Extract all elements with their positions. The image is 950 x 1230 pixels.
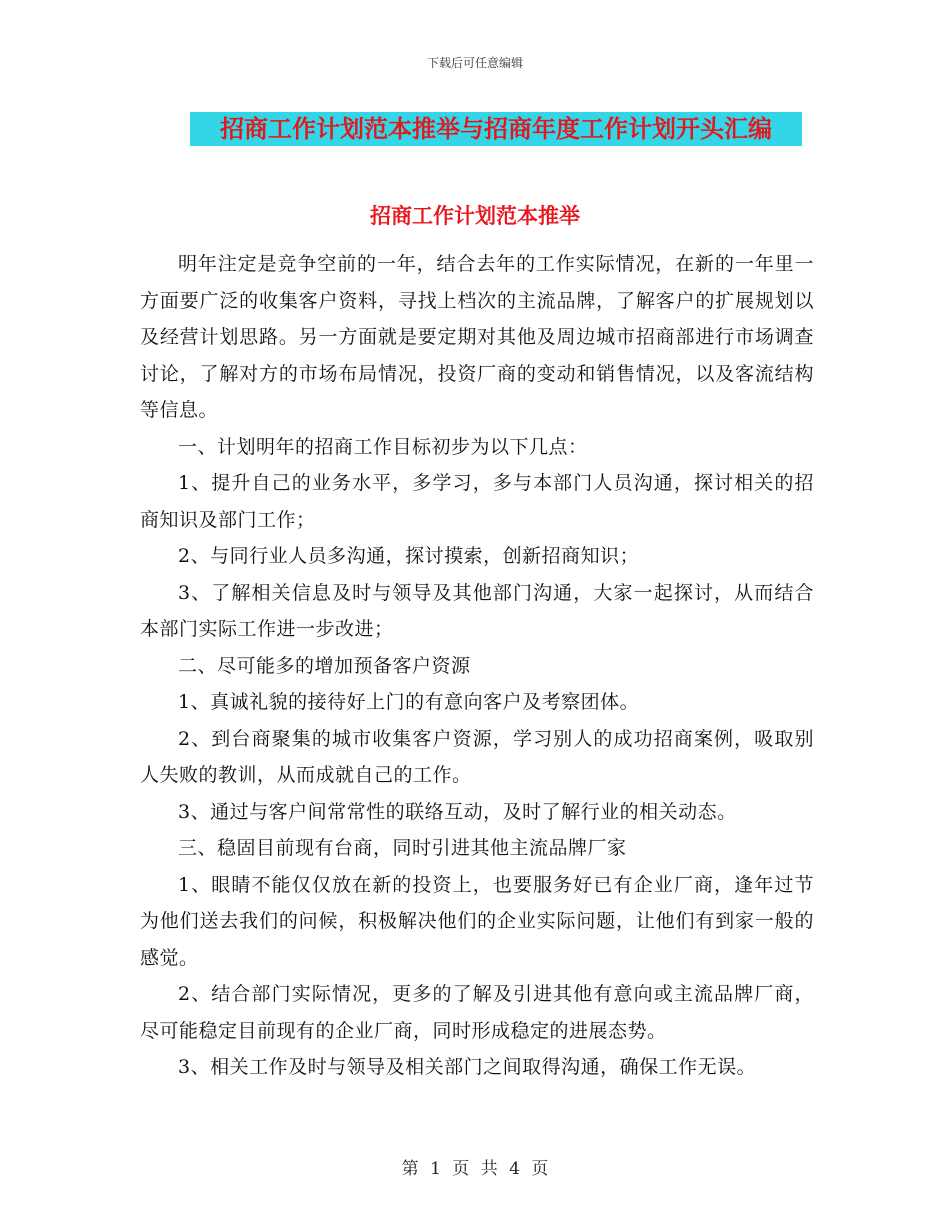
paragraph: 二、尽可能多的增加预备客户资源 bbox=[178, 654, 471, 677]
paragraph: 3、通过与客户间常常性的联络互动，及时了解行业的相关动态。 bbox=[178, 800, 737, 823]
paragraph: 1、提升自己的业务水平，多学习，多与本部门人员沟通，探讨相关的招商知识及部门工作； bbox=[140, 472, 814, 531]
paragraph: 2、结合部门实际情况，更多的了解及引进其他有意向或主流品牌厂商，尽可能稳定目前现有的企业厂商，同时形成稳定的进展态势。 bbox=[140, 983, 814, 1042]
header-note: 下载后可任意编辑 bbox=[426, 56, 523, 70]
paragraph: 3、相关工作及时与领导及相关部门之间取得沟通，确保工作无误。 bbox=[178, 1056, 757, 1078]
document-title: 招商工作计划范本推举与招商年度工作计划开头汇编 bbox=[190, 112, 802, 146]
paragraph: 1、眼睛不能仅仅放在新的投资上，也要服务好已有企业厂商，逢年过节为他们送去我们的问候，积极解决他们的企业实际问题，让他们有到家一般的感觉。 bbox=[140, 873, 814, 969]
paragraph: 1、真诚礼貌的接待好上门的有意向客户及考察团体。 bbox=[178, 691, 640, 713]
page-footer: 第 1 页 共 4 页 bbox=[401, 1159, 549, 1179]
paragraph: 一、计划明年的招商工作目标初步为以下几点： bbox=[178, 435, 588, 458]
paragraph: 2、与同行业人员多沟通，探讨摸索，创新招商知识； bbox=[178, 545, 640, 567]
paragraph: 3、了解相关信息及时与领导及其他部门沟通，大家一起探讨，从而结合本部门实际工作进一步改进； bbox=[140, 581, 814, 640]
body-text bbox=[140, 246, 814, 1086]
section-title: 招商工作计划范本推举 bbox=[370, 204, 580, 228]
paragraph: 2、到台商聚集的城市收集客户资源，学习别人的成功招商案例，吸取别人失败的教训，从而成就自己的工作。 bbox=[140, 727, 814, 786]
paragraph: 三、稳固目前现有台商，同时引进其他主流品牌厂家 bbox=[178, 837, 627, 859]
paragraph: 明年注定是竞争空前的一年，结合去年的工作实际情况，在新的一年里一方面要广泛的收集客户资料，寻找上档次的主流品牌，了解客户的扩展规划以及经营计划思路。另一方面就是要定期对其他及周边城市招商部进行市场调查讨论，了解对方的市场布局情况，投资厂商的变动和销售情况，以及客流结构等信息。 bbox=[140, 253, 814, 421]
